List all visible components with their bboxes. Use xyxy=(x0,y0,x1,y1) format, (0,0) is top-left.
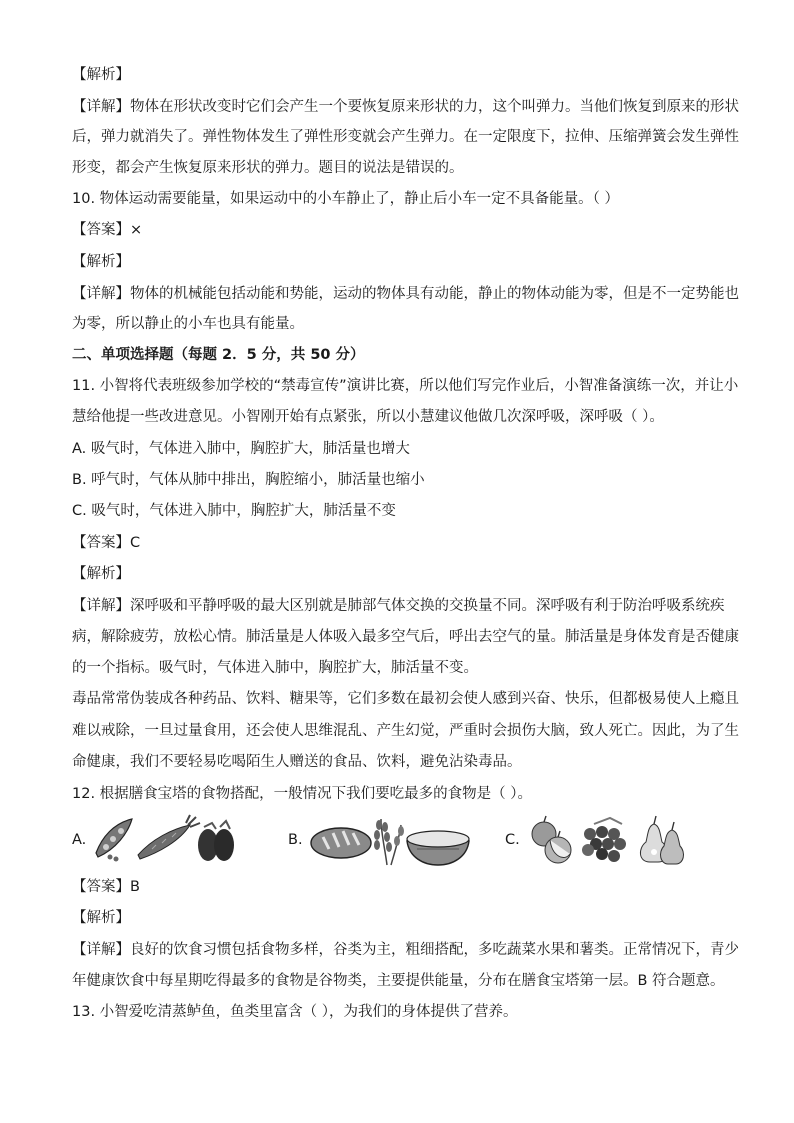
grapes-icon xyxy=(582,818,626,862)
detail-line: 的一个指标。吸气时，气体进入肺中，胸腔扩大，肺活量不变。 xyxy=(72,660,478,676)
carrot-icon xyxy=(138,815,200,859)
question-11: 11. 小智将代表班级参加学校的“禁毒宣传”演讲比赛，所以他们写完作业后，小智准备演练一次，并让小 xyxy=(72,378,739,394)
detail-line: 后，弹力就消失了。弹性物体发生了弹性形变就会产生弹力。在一定限度下，拉伸、压缩弹簧会发生弹性 xyxy=(72,129,739,145)
grains-image xyxy=(309,815,474,867)
analysis-label: 【解析】 xyxy=(72,67,130,83)
detail-line: 形变，都会产生恢复原来形状的弹力。题目的说法是错误的。 xyxy=(72,160,464,176)
section-heading: 二、单项选择题（每题 2．5 分，共 50 分） xyxy=(72,347,365,363)
analysis-label: 【解析】 xyxy=(72,910,130,926)
apple-icon xyxy=(532,816,571,863)
extra-line: 命健康，我们不要轻易吃喝陌生人赠送的食品、饮料，避免沾染毒品。 xyxy=(72,754,522,770)
bread-icon xyxy=(311,828,371,858)
extra-line: 难以戒除，一旦过量食用，还会使人思维混乱、产生幻觉，严重时会损伤大脑，致人死亡。因此，为了生 xyxy=(72,723,739,739)
wheat-icon xyxy=(374,819,404,865)
answer-line: 【答案】× xyxy=(72,222,143,238)
detail-line: 年健康饮食中每星期吃得最多的食物是谷物类，主要提供能量，分布在膳食宝塔第一层。B 符合题意。 xyxy=(72,973,725,989)
question-10: 10. 物体运动需要能量，如果运动中的小车静止了，静止后小车一定不具备能量。（ ） xyxy=(72,191,620,207)
question-line: 慧给他提一些改进意见。小智刚开始有点紧张，所以小慧建议他做几次深呼吸，深呼吸（ ）。 xyxy=(72,409,664,425)
option-b-label: B. xyxy=(288,832,303,848)
pea-pod-icon xyxy=(96,819,132,862)
eggplant-icon xyxy=(198,821,234,861)
answer-line: 【答案】C xyxy=(72,535,141,551)
detail-paragraph: 【详解】深呼吸和平静呼吸的最大区别就是肺部气体交换的交换量不同。深呼吸有利于防治呼吸系统疾 xyxy=(72,598,725,614)
option-c-label: C. xyxy=(505,832,520,848)
detail-paragraph: 【详解】物体在形状改变时它们会产生一个要恢复原来形状的力，这个叫弹力。当他们恢复到原来的形状 xyxy=(72,99,739,115)
detail-paragraph: 【详解】良好的饮食习惯包括食物多样，谷类为主，粗细搭配，多吃蔬菜水果和薯类。正常情况下，青少 xyxy=(72,942,739,958)
option-a-label: A. xyxy=(72,832,87,848)
vegetables-image xyxy=(92,815,242,865)
option-c: C. 吸气时，气体进入肺中，胸腔扩大，肺活量不变 xyxy=(72,503,396,519)
extra-paragraph: 毒品常常伪装成各种药品、饮料、糖果等，它们多数在最初会使人感到兴奋、快乐，但都极易使人上瘾且 xyxy=(72,691,739,707)
answer-line: 【答案】B xyxy=(72,879,140,895)
option-a: A. 吸气时，气体进入肺中，胸腔扩大，肺活量也增大 xyxy=(72,441,410,457)
analysis-label: 【解析】 xyxy=(72,254,130,270)
question-13: 13. 小智爱吃清蒸鲈鱼，鱼类里富含（ ），为我们的身体提供了营养。 xyxy=(72,1004,518,1020)
question-12: 12. 根据膳食宝塔的食物搭配，一般情况下我们要吃最多的食物是（ ）。 xyxy=(72,786,533,802)
rice-bowl-icon xyxy=(407,831,469,865)
analysis-label: 【解析】 xyxy=(72,566,130,582)
detail-paragraph: 【详解】物体的机械能包括动能和势能，运动的物体具有动能，静止的物体动能为零，但是不一定势能也 xyxy=(72,286,739,302)
pear-icon xyxy=(640,816,683,864)
option-b: B. 呼气时，气体从肺中排出，胸腔缩小，肺活量也缩小 xyxy=(72,472,425,488)
fruits-image xyxy=(526,812,696,868)
detail-line: 为零，所以静止的小车也具有能量。 xyxy=(72,316,304,332)
detail-line: 病，解除疲劳，放松心情。肺活量是人体吸入最多空气后，呼出去空气的量。肺活量是身体发育是否健康 xyxy=(72,629,739,645)
